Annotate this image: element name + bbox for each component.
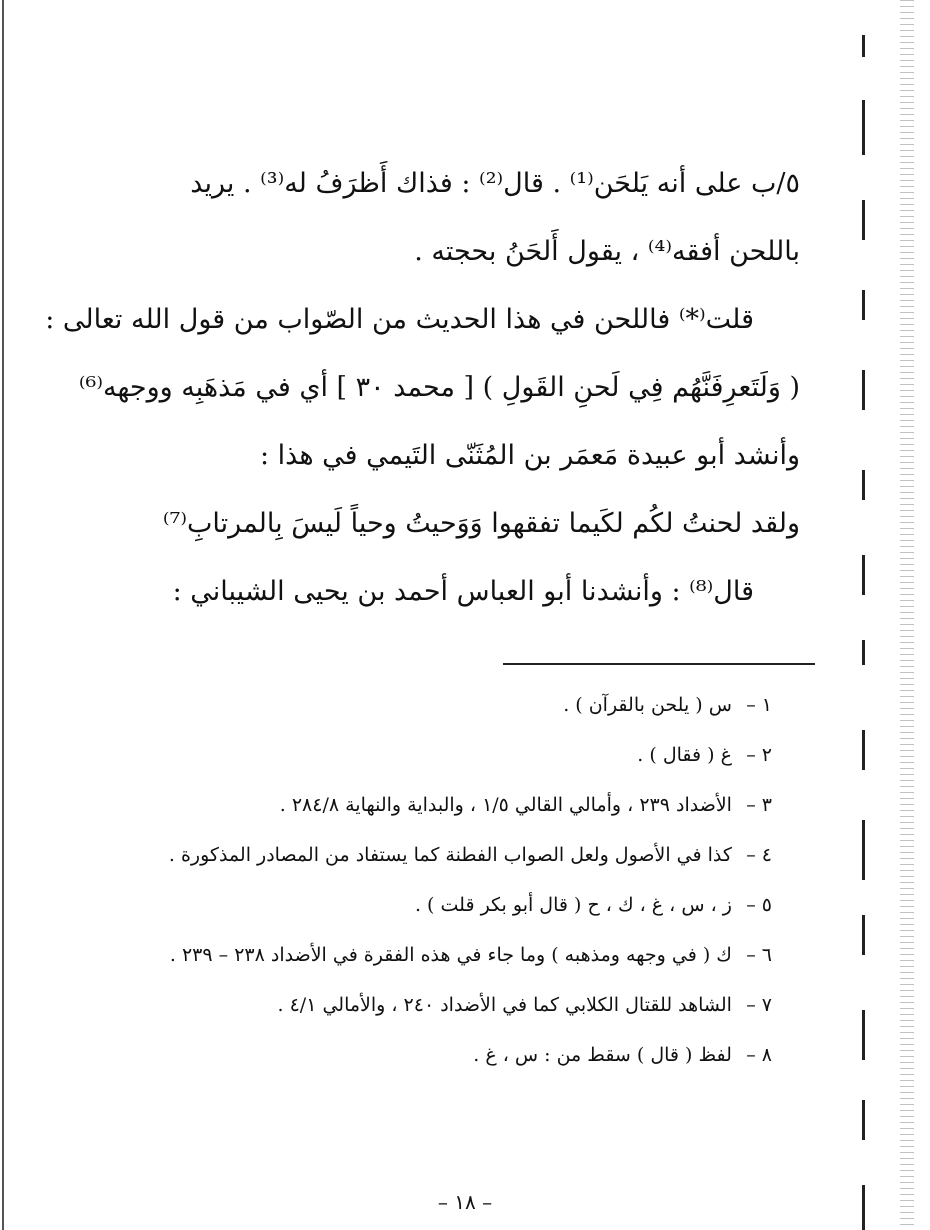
footnote-number: ٦ – [746,944,772,966]
footnote-item [160,930,772,980]
page-number: – ١٨ – [437,1190,493,1214]
footnote-number: ٢ – [746,744,772,766]
footnote-text: س ( يلحن بالقرآن ) . [563,694,732,716]
footnote-text: ك ( في وجهه ومذهبه ) وما جاء في هذه الفقرة في الأضداد ٢٣٨ – ٢٣٩ . [169,944,732,966]
footnote-text: ز ، س ، غ ، ك ، ح ( قال أبو بكر قلت ) . [414,894,732,916]
text-line: ٥/ب على أنه يَلحَن⁽¹⁾ . قال⁽²⁾ : فذاك أَظرَفُ له⁽³⁾ . يريد [190,168,800,199]
footnote-item [160,1030,772,1080]
text-line: باللحن أفقه⁽⁴⁾ ، يقول أَلحَنُ بحجته . [414,236,800,267]
footnote-text: الأضداد ٢٣٩ ، وأمالي القالي ١/٥ ، والبداية والنهاية ٢٨٤/٨ . [279,794,732,816]
quran-quote-line: ( وَلَتَعرِفَنَّهُم فِي لَحنِ القَولِ ) [ محمد ٣٠ ] أي في مَذهَبِه ووجهه⁽⁶⁾ [78,372,800,403]
footnote-text: كذا في الأصول ولعل الصواب الفطنة كما يستفاد من المصادر المذكورة . [168,844,732,866]
footnote-separator [503,663,815,665]
footnote-item [160,980,772,1030]
footnote-item [160,780,772,830]
text-line: قال⁽⁸⁾ : وأنشدنا أبو العباس أحمد بن يحيى الشيباني : [172,576,754,607]
footnote-item [160,730,772,780]
footnote-item [160,880,772,930]
footnote-item [160,830,772,880]
footnote-number: ٥ – [746,894,772,916]
poetry-verse: ولقد لحنتُ لكُم لكَيما تفقهوا وَوَحيتُ وحياً لَيسَ بِالمرتابِ⁽⁷⁾ [162,508,800,539]
footnote-number: ٤ – [746,844,772,866]
footnote-text: الشاهد للقتال الكلابي كما في الأضداد ٢٤٠ ، والأمالي ٤/١ . [277,994,732,1016]
footnotes-block [160,680,772,1080]
text-line: قلت⁽*⁾ فاللحن في هذا الحديث من الصّواب من قول الله تعالى : [45,304,754,335]
left-border-line [2,0,4,1230]
main-text-block [45,150,800,626]
scan-noise [900,0,914,1230]
scan-edge-marks [862,0,876,1230]
footnote-number: ٧ – [746,994,772,1016]
text-line: وأنشد أبو عبيدة مَعمَر بن المُثَنّى التَيمي في هذا : [260,440,800,471]
footnote-number: ٣ – [746,794,772,816]
footnote-text: غ ( فقال ) . [637,744,732,766]
footnote-text: لفظ ( قال ) سقط من : س ، غ . [473,1044,732,1066]
footnote-item [160,680,772,730]
footnote-number: ١ – [746,694,772,716]
footnote-number: ٨ – [746,1044,772,1066]
